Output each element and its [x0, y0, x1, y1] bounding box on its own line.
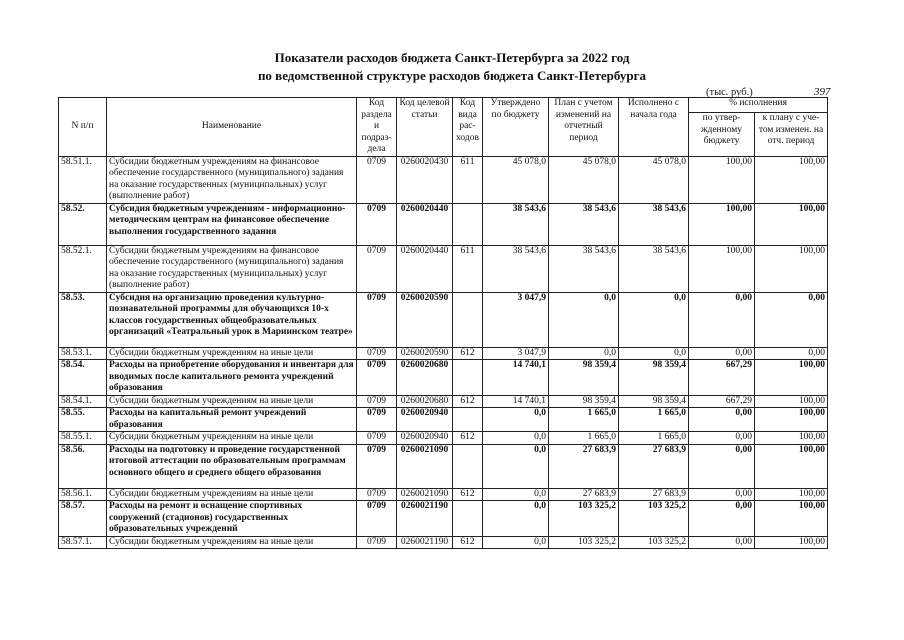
col-header-name: Наименование: [107, 98, 357, 157]
row-plan: 38 543,6: [549, 203, 619, 245]
row-approved: 0,0: [483, 501, 549, 537]
row-number: 58.54.: [59, 360, 107, 396]
col-header-pct-group: % исполнения: [689, 98, 828, 113]
row-section-code: 0709: [357, 156, 397, 203]
row-pct-plan: 100,00: [755, 360, 828, 396]
row-section-code: 0709: [357, 488, 397, 501]
row-executed: 103 325,2: [619, 536, 689, 549]
row-name: Расходы на подготовку и проведение государственной итоговой аттестации по образовательным программам основного общего и среднего общего образования: [107, 444, 357, 488]
row-number: 58.56.1.: [59, 488, 107, 501]
row-name: Субсидии бюджетным учреждениям на иные цели: [107, 347, 357, 360]
row-approved: 3 047,9: [483, 347, 549, 360]
row-number: 58.52.1.: [59, 245, 107, 292]
row-pct-plan: 100,00: [755, 395, 828, 408]
row-approved: 0,0: [483, 536, 549, 549]
row-number: 58.57.1.: [59, 536, 107, 549]
row-section-code: 0709: [357, 395, 397, 408]
row-name: Субсидия на организацию проведения культурно-познавательной программы для обучающихся 10-х классов государственных общеобразовательных организаций «Театральный урок в Мариинском театре»: [107, 292, 357, 347]
row-kind-code: [453, 203, 483, 245]
row-plan: 0,0: [549, 347, 619, 360]
row-plan: 98 359,4: [549, 360, 619, 396]
row-target-code: 0260021190: [397, 536, 453, 549]
row-target-code: 0260020940: [397, 432, 453, 445]
row-executed: 1 665,0: [619, 408, 689, 432]
row-number: 58.53.: [59, 292, 107, 347]
report-title-line1: Показатели расходов бюджета Санкт-Петербурга за 2022 год: [274, 50, 630, 65]
row-target-code: 0260020440: [397, 203, 453, 245]
row-pct-approved: 0,00: [689, 292, 755, 347]
table-row: [59, 156, 828, 203]
row-pct-plan: 100,00: [755, 488, 828, 501]
row-name: Расходы на ремонт и оснащение спортивных сооружений (стадионов) государственных образовательных учреждений: [107, 501, 357, 537]
row-section-code: 0709: [357, 432, 397, 445]
table-row: [59, 395, 828, 408]
row-section-code: 0709: [357, 347, 397, 360]
row-number: 58.52.: [59, 203, 107, 245]
row-plan: 0,0: [549, 292, 619, 347]
row-plan: 27 683,9: [549, 488, 619, 501]
row-plan: 103 325,2: [549, 501, 619, 537]
row-kind-code: [453, 408, 483, 432]
row-pct-approved: 0,00: [689, 501, 755, 537]
row-plan: 1 665,0: [549, 432, 619, 445]
table-header-row: [59, 98, 828, 113]
row-number: 58.54.1.: [59, 395, 107, 408]
row-executed: 38 543,6: [619, 203, 689, 245]
row-kind-code: 612: [453, 488, 483, 501]
row-executed: 27 683,9: [619, 488, 689, 501]
row-pct-plan: 100,00: [755, 408, 828, 432]
row-kind-code: [453, 444, 483, 488]
row-number: 58.51.1.: [59, 156, 107, 203]
row-pct-plan: 100,00: [755, 156, 828, 203]
row-kind-code: 611: [453, 156, 483, 203]
row-executed: 98 359,4: [619, 395, 689, 408]
row-pct-plan: 100,00: [755, 245, 828, 292]
col-header-target: Код целевой статьи: [397, 98, 453, 157]
row-name: Расходы на приобретение оборудования и инвентаря для вводимых после капитального ремонта учреждений образования: [107, 360, 357, 396]
row-target-code: 0260020680: [397, 395, 453, 408]
col-header-kind: Код вида рас-ходов: [453, 98, 483, 157]
row-section-code: 0709: [357, 444, 397, 488]
col-header-section: Код раздела и подраз-дела: [357, 98, 397, 157]
row-executed: 38 543,6: [619, 245, 689, 292]
row-executed: 45 078,0: [619, 156, 689, 203]
row-kind-code: [453, 501, 483, 537]
col-header-num: N п/п: [59, 98, 107, 157]
row-approved: 0,0: [483, 444, 549, 488]
row-plan: 27 683,9: [549, 444, 619, 488]
row-target-code: 0260020680: [397, 360, 453, 396]
row-approved: 14 740,1: [483, 360, 549, 396]
row-pct-approved: 100,00: [689, 245, 755, 292]
row-pct-approved: 0,00: [689, 408, 755, 432]
report-title-line2: по ведомственной структуре расходов бюджета Санкт-Петербурга: [257, 68, 647, 83]
row-pct-plan: 0,00: [755, 292, 828, 347]
row-kind-code: 612: [453, 347, 483, 360]
row-section-code: 0709: [357, 203, 397, 245]
row-kind-code: 612: [453, 395, 483, 408]
col-header-executed: Исполнено с начала года: [619, 98, 689, 157]
row-section-code: 0709: [357, 501, 397, 537]
row-executed: 0,0: [619, 347, 689, 360]
row-pct-approved: 0,00: [689, 536, 755, 549]
row-approved: 0,0: [483, 488, 549, 501]
row-approved: 38 543,6: [483, 245, 549, 292]
page-number: 397: [814, 86, 831, 98]
row-number: 58.57.: [59, 501, 107, 537]
row-pct-plan: 0,00: [755, 347, 828, 360]
row-plan: 98 359,4: [549, 395, 619, 408]
row-target-code: 0260020590: [397, 347, 453, 360]
budget-table: [58, 97, 828, 549]
table-row: [59, 488, 828, 501]
row-section-code: 0709: [357, 360, 397, 396]
row-name: Расходы на капитальный ремонт учреждений образования: [107, 408, 357, 432]
col-header-approved: Утверждено по бюджету: [483, 98, 549, 157]
table-row: [59, 203, 828, 245]
col-header-pct-approved: по утвер-жденному бюджету: [689, 113, 755, 156]
row-plan: 38 543,6: [549, 245, 619, 292]
row-kind-code: [453, 360, 483, 396]
row-approved: 38 543,6: [483, 203, 549, 245]
row-name: Субсидии бюджетным учреждениям на финансовое обеспечение государственного (муниципального) задания на оказание государственных (муниципальных) услуг (выполнение работ): [107, 156, 357, 203]
row-approved: 14 740,1: [483, 395, 549, 408]
table-row: [59, 360, 828, 396]
row-name: Субсидии бюджетным учреждениям на иные цели: [107, 536, 357, 549]
row-pct-approved: 0,00: [689, 488, 755, 501]
row-plan: 103 325,2: [549, 536, 619, 549]
row-kind-code: 611: [453, 245, 483, 292]
row-executed: 27 683,9: [619, 444, 689, 488]
row-pct-approved: 0,00: [689, 347, 755, 360]
row-number: 58.55.1.: [59, 432, 107, 445]
row-approved: 3 047,9: [483, 292, 549, 347]
row-target-code: 0260021090: [397, 488, 453, 501]
row-plan: 45 078,0: [549, 156, 619, 203]
row-number: 58.55.: [59, 408, 107, 432]
row-approved: 0,0: [483, 432, 549, 445]
row-target-code: 0260021090: [397, 444, 453, 488]
row-kind-code: [453, 292, 483, 347]
table-row: [59, 292, 828, 347]
row-name: Субсидии бюджетным учреждениям на иные цели: [107, 432, 357, 445]
row-kind-code: 612: [453, 432, 483, 445]
row-pct-plan: 100,00: [755, 444, 828, 488]
row-section-code: 0709: [357, 408, 397, 432]
row-target-code: 0260020590: [397, 292, 453, 347]
row-pct-approved: 667,29: [689, 360, 755, 396]
row-pct-approved: 667,29: [689, 395, 755, 408]
table-row: [59, 432, 828, 445]
units-label: (тыс. руб.): [706, 87, 753, 98]
row-executed: 1 665,0: [619, 432, 689, 445]
row-pct-approved: 100,00: [689, 156, 755, 203]
row-pct-plan: 100,00: [755, 432, 828, 445]
row-target-code: 0260020440: [397, 245, 453, 292]
row-section-code: 0709: [357, 245, 397, 292]
row-name: Субсидии бюджетным учреждениям на финансовое обеспечение государственного (муниципального) задания на оказание государственных (муниципальных) услуг (выполнение работ): [107, 245, 357, 292]
row-name: Субсидия бюджетным учреждениям - информационно-методическим центрам на финансовое обеспечение выполнения государственного задания: [107, 203, 357, 245]
row-executed: 103 325,2: [619, 501, 689, 537]
row-section-code: 0709: [357, 536, 397, 549]
table-row: [59, 536, 828, 549]
table-row: [59, 408, 828, 432]
row-pct-plan: 100,00: [755, 203, 828, 245]
row-pct-plan: 100,00: [755, 536, 828, 549]
table-row: [59, 347, 828, 360]
row-kind-code: 612: [453, 536, 483, 549]
row-pct-plan: 100,00: [755, 501, 828, 537]
row-approved: 0,0: [483, 408, 549, 432]
row-section-code: 0709: [357, 292, 397, 347]
col-header-pct-plan: к плану с уче-том изменен. на отч. период: [755, 113, 828, 156]
row-name: Субсидии бюджетным учреждениям на иные цели: [107, 395, 357, 408]
row-pct-approved: 0,00: [689, 432, 755, 445]
row-executed: 98 359,4: [619, 360, 689, 396]
table-row: [59, 501, 828, 537]
row-target-code: 0260020940: [397, 408, 453, 432]
col-header-plan: План с учетом изменений на отчетный период: [549, 98, 619, 157]
row-approved: 45 078,0: [483, 156, 549, 203]
row-executed: 0,0: [619, 292, 689, 347]
row-plan: 1 665,0: [549, 408, 619, 432]
row-target-code: 0260020430: [397, 156, 453, 203]
row-number: 58.53.1.: [59, 347, 107, 360]
row-name: Субсидии бюджетным учреждениям на иные цели: [107, 488, 357, 501]
table-row: [59, 245, 828, 292]
row-pct-approved: 0,00: [689, 444, 755, 488]
row-number: 58.56.: [59, 444, 107, 488]
table-row: [59, 444, 828, 488]
row-target-code: 0260021190: [397, 501, 453, 537]
row-pct-approved: 100,00: [689, 203, 755, 245]
